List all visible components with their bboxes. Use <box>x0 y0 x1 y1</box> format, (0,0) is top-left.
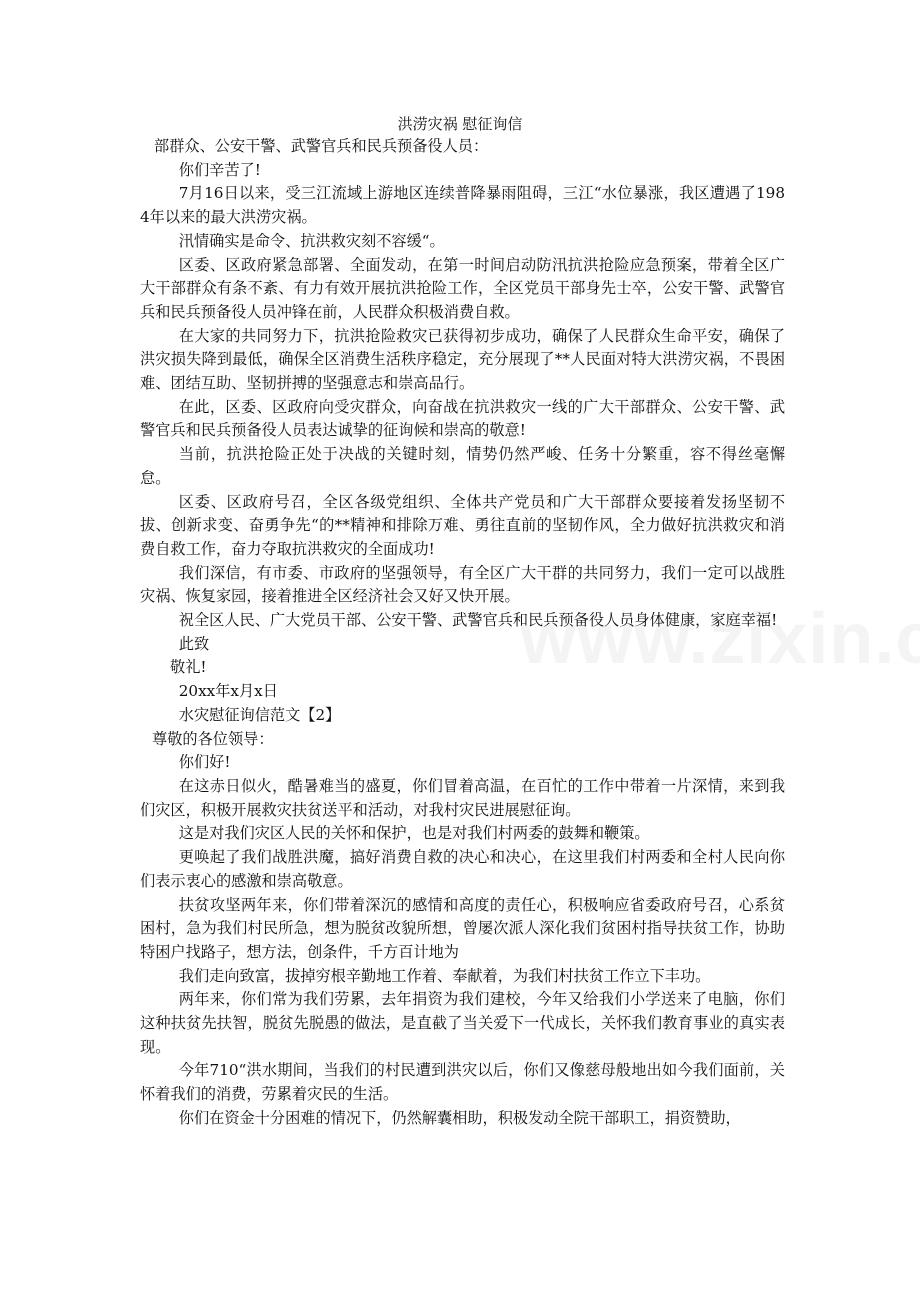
paragraph: 我们深信，有市委、市政府的坚强领导，有全区广大干群的共同努力，我们一定可以战胜灾祸、恢复家园，接着推进全区经济社会又好又快开展。 <box>140 563 785 606</box>
paragraph: 当前，抗洪抢险正处于决战的关键时刻，情势仍然严峻、任务十分繁重，容不得丝毫懈怠。 <box>140 445 785 487</box>
paragraph: 7月16日以来，受三江流域上游地区连续普降暴雨阻碍，三江“水位暴涨，我区遭遇了1984年以来的最大洪涝灾祸。 <box>140 184 785 227</box>
paragraph: 你们辛苦了! <box>178 160 261 179</box>
paragraph: 区委、区政府号召，全区各级党组织、全体共产党员和广大干部群众要接着发扬坚韧不拔、创新求变、奋勇争先“的**精神和排除万难、勇往直前的坚韧作风，全力做好抗洪救灾和消费自救工作，奋力夺取抗洪救灾的全面成功! <box>140 492 785 558</box>
paragraph: 你们在资金十分困难的情况下，仍然解囊相助，积极发动全院干部职工，捐资赞助， <box>178 1108 741 1127</box>
paragraph: 两年来，你们常为我们劳累，去年捐资为我们建校，今年又给我们小学送来了电脑，你们这种扶贫先扶智，脱贫先脱愚的做法，是直截了当关爱下一代成长，关怀我们教育事业的真实表现。 <box>140 990 785 1056</box>
paragraph: 在此，区委、区政府向受灾群众，向奋战在抗洪救灾一线的广大干部群众、公安干警、武警官兵和民兵预备役人员表达诚挚的征询候和崇高的敬意! <box>140 397 785 440</box>
paragraph: 区委、区政府紧急部署、全面发动，在第一时间启动防汛抗洪抢险应急预案，带着全区广大干部群众有条不紊、有力有效开展抗洪抢险工作，全区党员干部身先士卒，公安干警、武警官兵和民兵预备役人员冲锋在前，人民群众积极消费自救。 <box>140 255 785 321</box>
paragraph: 你们好! <box>178 753 231 772</box>
paragraph: 在这赤日似火，酷暑难当的盛夏，你们冒着高温，在百忙的工作中带着一片深情，来到我们灾区，积极开展救灾扶贫送平和活动，对我村灾民进展慰征询。 <box>140 776 785 819</box>
date-line: 20xx年x月x日 <box>178 682 278 701</box>
closing-salute: 敬礼! <box>170 658 207 677</box>
document-title: 洪涝灾祸 慰征询信 <box>397 115 523 133</box>
salutation: 部群众、公安干警、武警官兵和民兵预备役人员： <box>154 137 489 155</box>
paragraph: 扶贫攻坚两年来，你们带着深沉的感情和高度的责任心，积极响应省委政府号召，心系贫困村，急为我们村民所急，想为脱贫改貌所想，曾屡次派人深化我们贫困村指导扶贫工作，协助特困户找路子，想方法，创条件，千方百计地为 <box>140 895 785 961</box>
paragraph: 汛情确实是命令、抗洪救灾刻不容缓“。 <box>178 231 445 250</box>
paragraph: 在大家的共同努力下，抗洪抢险救灾已获得初步成功，确保了人民群众生命平安，确保了洪灾损失降到最低，确保全区消费生活秩序稳定，充分展现了**人民面对特大洪涝灾祸，不畏困难、团结互助、坚韧拼搏的坚强意志和崇高品行。 <box>140 326 785 393</box>
closing-line: 此致 <box>178 634 210 653</box>
paragraph: 我们走向致富，拔掉穷根辛勤地工作着、奉献着，为我们村扶贫工作立下丰功。 <box>178 966 711 985</box>
paragraph: 更唤起了我们战胜洪魔，搞好消费自救的决心和决心，在这里我们村两委和全村人民向你们表示衷心的感激和崇高敬意。 <box>140 848 785 890</box>
section-heading: 水灾慰征询信范文【2】 <box>178 705 341 724</box>
paragraph: 祝全区人民、广大党员干部、公安干警、武警官兵和民兵预备役人员身体健康，家庭幸福! <box>178 611 778 630</box>
paragraph: 这是对我们灾区人民的关怀和保护，也是对我们村两委的鼓舞和鞭策。 <box>178 824 650 843</box>
salutation: 尊敬的各位领导： <box>152 729 274 748</box>
paragraph: 今年710“洪水期间，当我们的村民遭到洪灾以后，你们又像慈母般地出如今我们面前，关怀着我们的消费，劳累着灾民的生活。 <box>140 1061 785 1104</box>
document-body <box>140 135 785 1131</box>
